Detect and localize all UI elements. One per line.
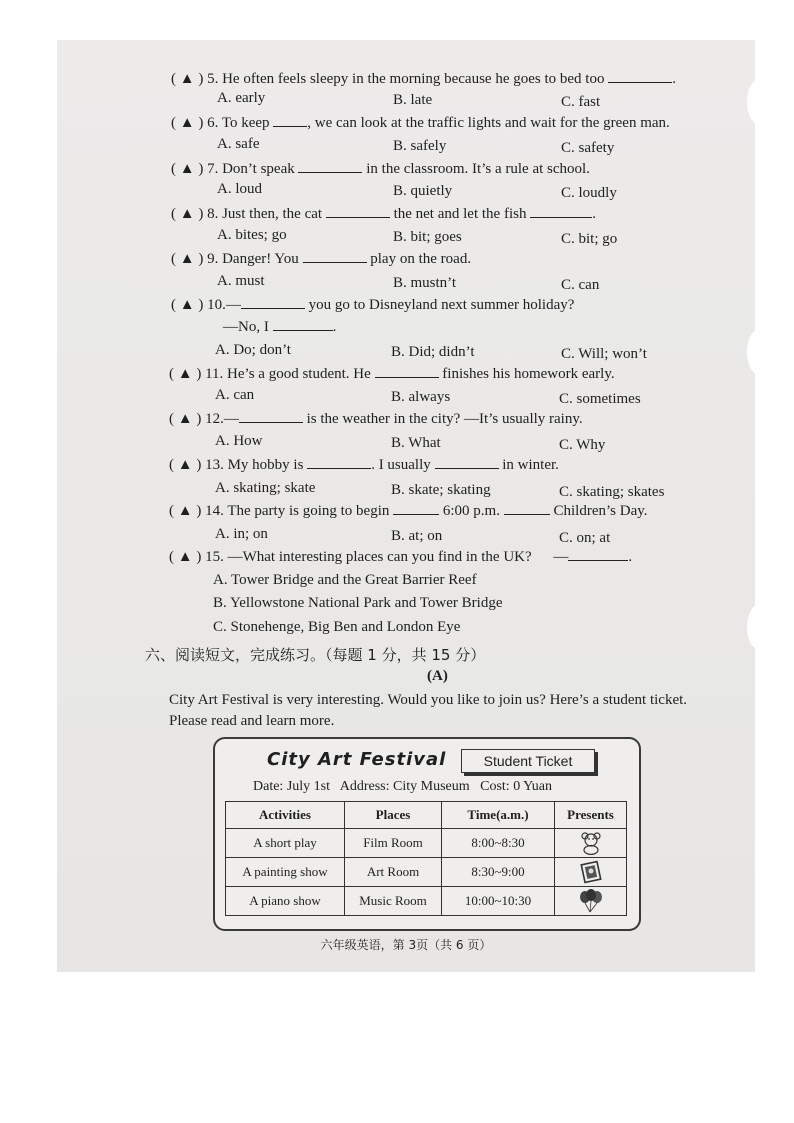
- option-c: C. sometimes: [559, 391, 641, 407]
- question-stem: —What interesting places can you find in the UK?: [227, 549, 532, 565]
- question-number: 15.: [205, 549, 224, 565]
- option-c: C. safety: [561, 140, 615, 156]
- time-cell: 10:00~10:30: [442, 887, 555, 916]
- question-tag: ( ▲ ): [171, 115, 204, 131]
- painting-icon: [578, 860, 604, 884]
- option-a: A. must: [217, 273, 265, 289]
- ticket-title: City Art Festival: [267, 749, 447, 770]
- place-cell: Music Room: [345, 887, 442, 916]
- question-7: [171, 160, 590, 178]
- section-heading: 六、阅读短文，完成练习。（每题 1 分，共 15 分）: [145, 646, 486, 664]
- question-15: [169, 548, 632, 566]
- question-9: [171, 250, 471, 268]
- question-tag: ( ▲ ): [171, 251, 204, 267]
- question-stem: in the classroom. It’s a rule at school.: [366, 161, 590, 177]
- table-row: [226, 858, 627, 887]
- question-tag: ( ▲ ): [171, 206, 204, 222]
- header-places: Places: [345, 802, 442, 829]
- answer-blank[interactable]: [504, 502, 550, 515]
- activity-cell: A short play: [226, 829, 345, 858]
- page-edge-notch: [747, 80, 755, 124]
- option-c: C. Will; won’t: [561, 346, 647, 362]
- question-stem: you go to Disneyland next summer holiday?: [308, 297, 575, 313]
- activity-cell: A painting show: [226, 858, 345, 887]
- option-c: C. fast: [561, 94, 601, 110]
- answer-blank[interactable]: [326, 205, 390, 218]
- question-stem: .: [332, 319, 337, 335]
- option-a: A. Tower Bridge and the Great Barrier Reef: [213, 572, 477, 588]
- present-cell: [555, 829, 627, 858]
- option-b: B. late: [393, 92, 433, 108]
- option-a: A. safe: [217, 136, 260, 152]
- option-a: A. How: [215, 433, 263, 449]
- question-stem: in winter.: [502, 457, 559, 473]
- question-stem: He’s a good student. He: [227, 366, 371, 382]
- answer-blank[interactable]: [393, 502, 439, 515]
- teddy-bear-icon: [578, 831, 604, 855]
- answer-blank[interactable]: [568, 548, 628, 561]
- page-footer: 六年级英语，第 3页（共 6 页）: [320, 938, 492, 952]
- question-tag: ( ▲ ): [171, 161, 204, 177]
- option-c: C. skating; skates: [559, 484, 665, 500]
- present-cell: [555, 887, 627, 916]
- option-b: B. quietly: [393, 183, 453, 199]
- question-8: [171, 205, 596, 223]
- question-stem: the net and let the fish: [393, 206, 527, 222]
- option-b: B. at; on: [391, 528, 443, 544]
- page-edge-notch: [747, 330, 755, 374]
- question-tag: ( ▲ ): [169, 366, 202, 382]
- question-tag: ( ▲ ): [171, 71, 204, 87]
- question-10: [171, 296, 574, 314]
- question-number: 9.: [207, 251, 219, 267]
- question-stem: Children’s Day.: [553, 503, 648, 519]
- activity-cell: A piano show: [226, 887, 345, 916]
- question-stem: 6:00 p.m.: [442, 503, 500, 519]
- answer-blank[interactable]: [241, 296, 305, 309]
- question-number: 5.: [207, 71, 219, 87]
- question-14: [169, 502, 648, 520]
- question-12: [169, 410, 583, 428]
- option-a: A. Do; don’t: [215, 342, 291, 358]
- option-b: B. Yellowstone National Park and Tower Bridge: [213, 595, 503, 611]
- question-number: 10.: [207, 297, 226, 313]
- page-edge-notch: [747, 605, 755, 649]
- question-11: [169, 365, 615, 383]
- answer-blank[interactable]: [303, 250, 367, 263]
- question-stem: , we can look at the traffic lights and wait for the green man.: [307, 115, 670, 131]
- option-c: C. on; at: [559, 530, 611, 546]
- question-stem: .: [672, 71, 676, 87]
- ticket-cost: Cost: 0 Yuan: [480, 779, 552, 794]
- question-stem: .: [592, 206, 596, 222]
- option-a: A. loud: [217, 181, 262, 197]
- answer-blank[interactable]: [239, 410, 303, 423]
- ticket-date: Date: July 1st: [253, 779, 330, 794]
- question-stem: He often feels sleepy in the morning because he goes to bed too: [222, 71, 605, 87]
- option-b: B. bit; goes: [393, 229, 462, 245]
- option-a: A. in; on: [215, 526, 268, 542]
- header-activities: Activities: [226, 802, 345, 829]
- place-cell: Art Room: [345, 858, 442, 887]
- scanned-exam-page: [57, 40, 755, 972]
- activities-table: [225, 801, 627, 916]
- question-10-reply: [223, 318, 336, 336]
- balloons-icon: [578, 889, 604, 913]
- answer-blank[interactable]: [298, 160, 362, 173]
- question-number: 6.: [207, 115, 219, 131]
- option-a: A. can: [215, 387, 255, 403]
- question-stem: —: [225, 297, 241, 313]
- option-b: B. safely: [393, 138, 447, 154]
- option-c: C. bit; go: [561, 231, 618, 247]
- option-b: B. skate; skating: [391, 482, 491, 498]
- question-number: 8.: [207, 206, 219, 222]
- table-header-row: [226, 802, 627, 829]
- table-row: [226, 829, 627, 858]
- question-tag: ( ▲ ): [169, 457, 202, 473]
- option-a: A. bites; go: [217, 227, 287, 243]
- answer-blank[interactable]: [375, 365, 439, 378]
- option-c: C. can: [561, 277, 600, 293]
- question-tag: ( ▲ ): [171, 297, 204, 313]
- place-cell: Film Room: [345, 829, 442, 858]
- question-stem: To keep: [221, 115, 270, 131]
- option-c: C. Why: [559, 437, 606, 453]
- answer-blank[interactable]: [307, 456, 371, 469]
- question-stem: —No, I: [223, 319, 269, 335]
- ticket-badge: Student Ticket: [461, 749, 595, 773]
- question-stem: . I usually: [371, 457, 431, 473]
- option-b: B. What: [391, 435, 441, 451]
- option-c: C. Stonehenge, Big Ben and London Eye: [213, 619, 461, 635]
- option-b: B. mustn’t: [393, 275, 457, 291]
- question-tag: ( ▲ ): [169, 411, 202, 427]
- question-6: [171, 114, 670, 132]
- present-cell: [555, 858, 627, 887]
- question-number: 12.: [205, 411, 224, 427]
- question-tag: ( ▲ ): [169, 549, 202, 565]
- question-stem: The party is going to begin: [227, 503, 390, 519]
- question-stem: Danger! You: [222, 251, 299, 267]
- question-stem: My hobby is: [227, 457, 304, 473]
- question-5: [171, 70, 676, 88]
- option-b: B. Did; didn’t: [391, 344, 475, 360]
- header-presents: Presents: [555, 802, 627, 829]
- question-number: 13.: [205, 457, 224, 473]
- answer-blank[interactable]: [273, 318, 333, 331]
- option-a: A. early: [217, 90, 266, 106]
- question-stem: Don’t speak: [222, 161, 295, 177]
- question-number: 14.: [205, 503, 224, 519]
- answer-blank[interactable]: [530, 205, 592, 218]
- table-row: [226, 887, 627, 916]
- question-number: 7.: [207, 161, 219, 177]
- question-stem: finishes his homework early.: [442, 366, 615, 382]
- option-a: A. skating; skate: [215, 480, 316, 496]
- question-stem: Just then, the cat: [222, 206, 323, 222]
- time-cell: 8:30~9:00: [442, 858, 555, 887]
- ticket-address: Address: City Museum: [339, 779, 470, 794]
- question-stem: —: [223, 411, 239, 427]
- header-time: Time(a.m.): [442, 802, 555, 829]
- answer-blank[interactable]: [273, 114, 307, 127]
- passage-intro: City Art Festival is very interesting. Would you like to join us? Here’s a student ticket. Please read and learn more.: [169, 692, 688, 729]
- question-tag: ( ▲ ): [169, 503, 202, 519]
- question-stem: play on the road.: [370, 251, 472, 267]
- answer-blank[interactable]: [435, 456, 499, 469]
- passage-label: (A): [427, 668, 448, 684]
- student-ticket: [213, 737, 641, 931]
- option-b: B. always: [391, 389, 451, 405]
- option-c: C. loudly: [561, 185, 617, 201]
- question-stem: .: [628, 549, 633, 565]
- answer-blank[interactable]: [608, 70, 672, 83]
- question-13: [169, 456, 559, 474]
- question-stem: is the weather in the city? —It’s usually rainy.: [306, 411, 583, 427]
- question-number: 11.: [205, 366, 224, 382]
- ticket-info: [253, 779, 552, 795]
- time-cell: 8:00~8:30: [442, 829, 555, 858]
- question-stem: —: [553, 549, 569, 565]
